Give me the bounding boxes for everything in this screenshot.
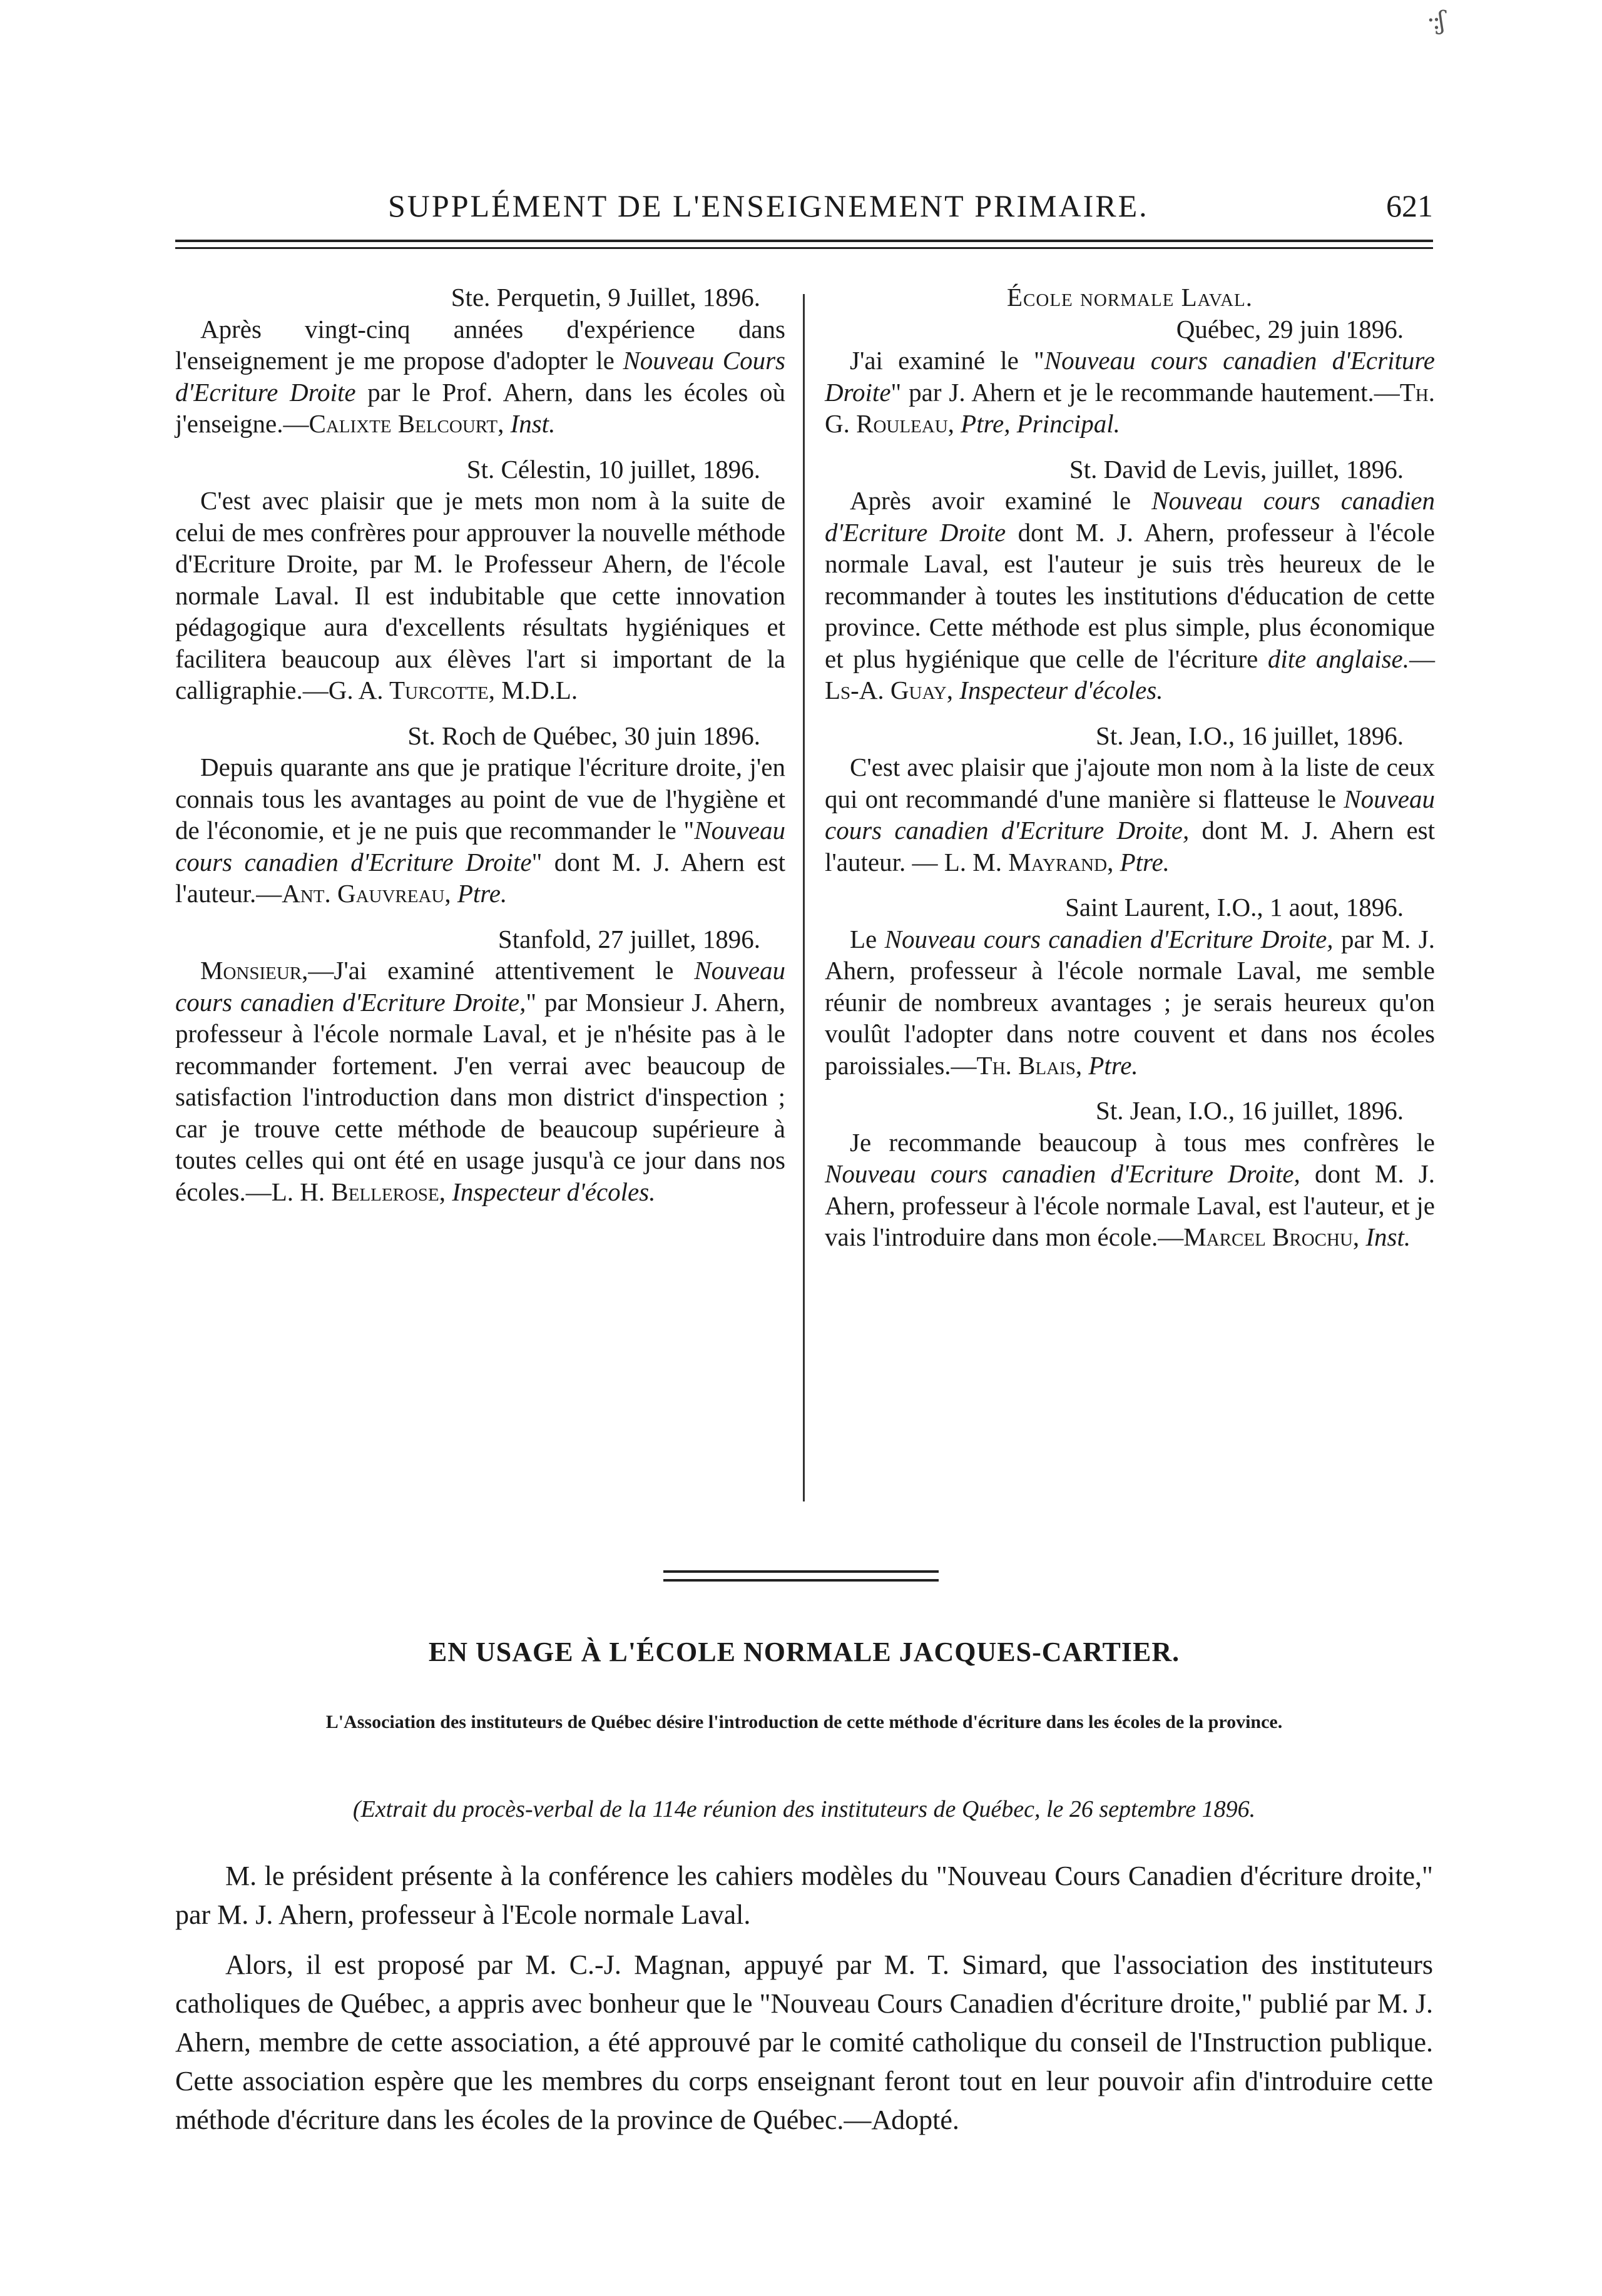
dateline: St. David de Levis, juillet, 1896.	[1069, 454, 1404, 484]
minutes-paragraph: Alors, il est proposé par M. C.-J. Magnan, appuyé par M. T. Simard, que l'association des instituteurs catholiques de Québec, a appris avec bonheur que le "Nouveau Cours Canadien d'écriture droite," publié par M. J. Ahern, membre de cette association, a été approuvé par le comité catholique du conseil de l'Instruction publique. Cette association espère que les membres du corps enseignant feront tout en leur pouvoir afin d'introduire cette méthode d'écriture dans les écoles de la province de Québec.—Adopté.	[175, 1949, 1433, 2135]
dateline: Ste. Perquetin, 9 Juillet, 1896.	[451, 283, 760, 312]
text: C'est avec plaisir que j'ajoute mon nom à la liste de ceux qui ont recommandé d'une manière si flatteuse le	[825, 753, 1435, 813]
book-title: Nouveau cours canadien d'Ecriture Droite	[175, 816, 785, 876]
testimonial-text	[175, 955, 785, 1207]
section-separator	[663, 1570, 939, 1573]
text: Après vingt-cinq années d'expérience dans l'enseignement je me propose d'adopter le	[175, 314, 785, 375]
signature-title: Inspecteur d'écoles.	[452, 1177, 656, 1206]
testimonial-text	[825, 345, 1435, 440]
signature: Ls-A. Guay,	[825, 676, 953, 704]
signature-title: Inst.	[1365, 1222, 1411, 1251]
salutation: Monsieur,	[200, 956, 309, 985]
signature: Ant. Gauvreau,	[282, 879, 451, 908]
testimonial-text	[825, 485, 1435, 706]
signature-title: Ptre.	[1120, 847, 1170, 876]
signature-title: Ptre.	[1088, 1050, 1138, 1080]
book-title: Nouveau cours canadien d'Ecriture Droite	[825, 346, 1435, 407]
text: par M. J. Ahern, professeur à l'école normale Laval, me semble réunir de nombreux avantages ; je serais heureux qu'on voulût l'adopter dans notre couvent et dans nos écoles paroissiales.—	[825, 924, 1436, 1080]
text: Après avoir examiné le	[850, 486, 1131, 515]
minutes-paragraph: M. le président présente à la conférence les cahiers modèles du "Nouveau Cours Canadien d'écriture droite," par M. J. Ahern, professeur à l'Ecole normale Laval.	[175, 1861, 1433, 1930]
testimonial	[825, 1095, 1435, 1253]
italic-phrase: dite anglaise.	[1267, 644, 1409, 673]
book-title: Nouveau cours canadien d'Ecriture Droite,	[825, 784, 1436, 845]
text: Depuis quarante ans que je pratique l'écriture droite, j'en connais tous les avantages au point de vue de l'hygiène et de l'économie, et je ne puis que recommander le "	[175, 753, 785, 845]
dateline: St. Jean, I.O., 16 juillet, 1896.	[1096, 1096, 1404, 1125]
testimonial	[825, 282, 1435, 440]
testimonial	[175, 454, 785, 706]
testimonial-text	[175, 751, 785, 910]
text: —J'ai examiné attentivement le	[308, 956, 674, 985]
testimonial	[825, 891, 1435, 1081]
testimonial	[175, 720, 785, 910]
dateline: St. Roch de Québec, 30 juin 1896.	[407, 721, 760, 750]
testimonial-text	[825, 751, 1435, 878]
testimonial-text	[825, 1127, 1435, 1253]
signature-title: Inst.	[510, 409, 556, 438]
text: Le	[850, 924, 877, 953]
running-header	[175, 181, 1433, 231]
running-title: SUPPLÉMENT DE L'ENSEIGNEMENT PRIMAIRE.	[388, 188, 1149, 223]
ink-mark: ·:ʃ	[1427, 6, 1443, 35]
text: dont M. J. Ahern, professeur à l'école normale Laval, est l'auteur, et je vais l'introduire dans mon école.—	[825, 1159, 1436, 1251]
text: dont M. J. Ahern, professeur à l'école normale Laval, est l'auteur je suis très heureux de le recommander à toutes les institutions d'éducation de cette province. Cette méthode est plus simple, plus économique et plus hygiénique que celle de l'écriture	[825, 517, 1435, 673]
text: Je recommande beaucoup à tous mes confrères le	[850, 1127, 1435, 1157]
dateline: St. Célestin, 10 juillet, 1896.	[466, 454, 760, 484]
text: " dont M. J. Ahern est l'auteur.—	[175, 847, 785, 908]
signature-title: Ptre, Principal.	[961, 409, 1120, 438]
book-title: Nouveau cours canadien d'Ecriture Droite,	[884, 924, 1334, 953]
signature: Th. G. Rouleau,	[825, 377, 1435, 438]
signature-title: Ptre.	[457, 879, 508, 908]
testimonial-text	[175, 485, 785, 706]
text: J'ai examiné le "	[850, 346, 1044, 375]
page-number: 621	[1386, 188, 1433, 223]
signature: G. A. Turcotte, M.D.L.	[328, 676, 578, 704]
left-column	[175, 282, 785, 1221]
text: C'est avec plaisir que je mets mon nom à la suite de celui de mes confrères pour approuver la nouvelle méthode d'Ecriture Droite, par M. le Professeur Ahern, de l'école normale Laval. Il est indubitable que cette innovation pédagogique aura d'excellents résultats hygiéniques et facilitera beaucoup aux élèves l'art si important de la calligraphie.—	[175, 486, 785, 704]
testimonial	[825, 720, 1435, 878]
dateline: St. Jean, I.O., 16 juillet, 1896.	[1096, 721, 1404, 750]
section-subtitle: L'Association des instituteurs de Québec désire l'introduction de cette méthode d'écriture dans les écoles de la province.	[325, 1712, 1283, 1732]
right-column	[825, 282, 1435, 1267]
testimonial	[175, 282, 785, 440]
book-title: Nouveau cours canadien d'Ecriture Droite,	[825, 1159, 1300, 1188]
header-rule	[175, 247, 1433, 249]
dateline: Québec, 29 juin 1896.	[1176, 314, 1404, 343]
extract-note: (Extrait du procès-verbal de la 114e réunion des instituteurs de Québec, le 26 septembre 1896.	[352, 1796, 1256, 1822]
book-title: Nouveau cours canadien d'Ecriture Droite	[825, 486, 1436, 547]
header-rule	[175, 240, 1433, 242]
section-separator	[663, 1579, 939, 1582]
testimonial	[175, 923, 785, 1208]
text: " par Monsieur J. Ahern, professeur à l'école normale Laval, et je n'hésite pas à le recommander fortement. J'en verrai avec beaucoup de satisfaction l'introduction dans mon district d'inspection ; car je trouve cette méthode de beaucoup supérieure à toutes celles qui ont été en usage jusqu'à ce jour dans nos écoles.—	[175, 987, 785, 1206]
signature: Calixte Belcourt,	[309, 409, 504, 438]
testimonial-text	[175, 313, 785, 440]
signature: Th. Blais,	[976, 1050, 1083, 1080]
book-title: Nouveau cours canadien d'Ecriture Droite,	[175, 956, 785, 1017]
testimonial-text	[825, 923, 1435, 1082]
book-title: Nouveau Cours d'Ecriture Droite	[175, 346, 786, 407]
dateline: Saint Laurent, I.O., 1 aout, 1896.	[1065, 893, 1404, 922]
signature: Marcel Brochu,	[1183, 1222, 1360, 1251]
testimonial	[825, 454, 1435, 706]
text: dont M. J. Ahern est l'auteur. —	[825, 816, 1436, 876]
section-title: EN USAGE À L'ÉCOLE NORMALE JACQUES-CARTIER.	[428, 1637, 1180, 1667]
dateline: Stanfold, 27 juillet, 1896.	[497, 924, 760, 953]
text: —	[1409, 644, 1435, 673]
column-divider	[803, 294, 805, 1501]
text: " par J. Ahern et je le recommande hautement.—	[890, 377, 1400, 407]
text: par le Prof. Ahern, dans les écoles où j'enseigne.—	[175, 377, 786, 438]
school-heading: École normale Laval.	[1006, 283, 1253, 312]
signature: L. M. Mayrand,	[944, 847, 1114, 876]
signature-title: Inspecteur d'écoles.	[959, 676, 1163, 704]
signature: L. H. Bellerose,	[271, 1177, 446, 1206]
